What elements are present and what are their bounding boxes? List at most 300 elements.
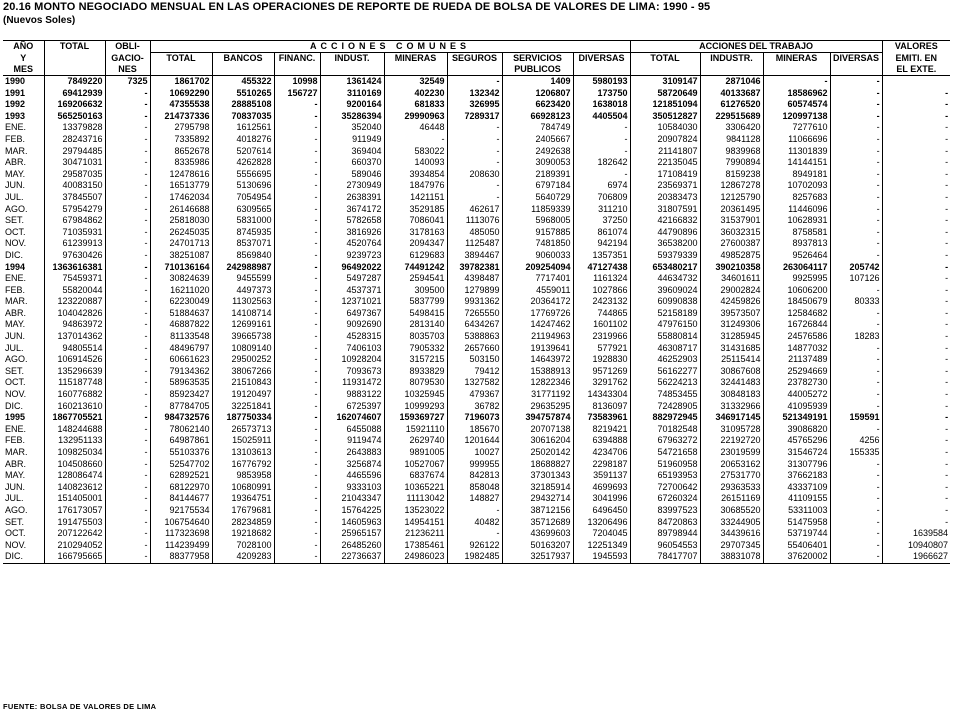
table-cell: 18688827 bbox=[502, 459, 573, 471]
table-cell: 4262828 bbox=[212, 157, 274, 169]
table-cell: 56224213 bbox=[630, 377, 700, 389]
table-cell: 59379339 bbox=[630, 250, 700, 262]
table-cell: 15921110 bbox=[384, 424, 447, 436]
table-cell: 9092690 bbox=[320, 319, 384, 331]
table-cell: 106754640 bbox=[150, 517, 212, 529]
table-cell: 16513779 bbox=[150, 180, 212, 192]
table-cell: 185670 bbox=[447, 424, 502, 436]
table-row-month bbox=[3, 250, 950, 262]
table-cell: 207122642 bbox=[44, 528, 105, 540]
table-cell: ABR. bbox=[3, 308, 44, 320]
table-cell: 744865 bbox=[573, 308, 630, 320]
table-cell: 47976150 bbox=[630, 319, 700, 331]
table-cell: 70837035 bbox=[212, 111, 274, 123]
table-cell: - bbox=[830, 250, 882, 262]
table-cell: 205742 bbox=[830, 262, 882, 274]
table-cell: - bbox=[105, 285, 150, 297]
table-cell: - bbox=[274, 528, 320, 540]
header-comunes-total: TOTAL bbox=[150, 53, 212, 65]
table-row-year bbox=[3, 111, 950, 123]
table-cell: 26151169 bbox=[700, 493, 763, 505]
table-cell: - bbox=[105, 146, 150, 158]
table-cell: 32251841 bbox=[212, 401, 274, 413]
table-cell: 583022 bbox=[384, 146, 447, 158]
table-cell: 33244905 bbox=[700, 517, 763, 529]
table-cell: 9925995 bbox=[763, 273, 830, 285]
table-cell: 61239913 bbox=[44, 238, 105, 250]
table-cell: 18586962 bbox=[763, 88, 830, 100]
table-cell: - bbox=[945, 516, 949, 527]
table-cell: - bbox=[105, 505, 150, 517]
table-cell: 1113076 bbox=[447, 215, 502, 227]
table-cell: 52547702 bbox=[150, 459, 212, 471]
table-cell: ENE. bbox=[3, 424, 44, 436]
table-cell: 26146688 bbox=[150, 204, 212, 216]
table-cell: 4497373 bbox=[212, 285, 274, 297]
table-cell: - bbox=[274, 377, 320, 389]
table-cell: 20361495 bbox=[700, 204, 763, 216]
table-cell: 11931472 bbox=[320, 377, 384, 389]
table-cell: 1994 bbox=[3, 262, 44, 274]
table-cell: 942194 bbox=[573, 238, 630, 250]
table-cell: 9931362 bbox=[447, 296, 502, 308]
table-cell: 23782730 bbox=[763, 377, 830, 389]
table-cell: 14643972 bbox=[502, 354, 573, 366]
table-cell: 2319966 bbox=[573, 331, 630, 343]
table-cell: 29363533 bbox=[700, 482, 763, 494]
table-cell: - bbox=[945, 331, 949, 342]
table-cell: - bbox=[830, 285, 882, 297]
table-cell: - bbox=[105, 238, 150, 250]
table-cell: - bbox=[105, 459, 150, 471]
table-row-month bbox=[3, 204, 950, 216]
table-cell: - bbox=[830, 157, 882, 169]
table-cell: 9841128 bbox=[700, 134, 763, 146]
table-cell: 55103376 bbox=[150, 447, 212, 459]
table-body bbox=[3, 76, 950, 564]
table-cell: 20653162 bbox=[700, 459, 763, 471]
table-cell: 1982485 bbox=[447, 551, 502, 563]
table-cell: - bbox=[274, 169, 320, 181]
table-cell: 2492638 bbox=[502, 146, 573, 158]
table-cell: - bbox=[105, 493, 150, 505]
table-cell: 62892521 bbox=[150, 470, 212, 482]
table-cell: 4234706 bbox=[573, 447, 630, 459]
table-cell: 22135045 bbox=[630, 157, 700, 169]
table-cell: - bbox=[274, 192, 320, 204]
table-cell: 842813 bbox=[447, 470, 502, 482]
table-cell: 14605963 bbox=[320, 517, 384, 529]
table-cell: 43699603 bbox=[502, 528, 573, 540]
table-cell: 479367 bbox=[447, 389, 502, 401]
table-cell: 78417707 bbox=[630, 551, 700, 563]
table-cell: 21043347 bbox=[320, 493, 384, 505]
table-cell: 5510265 bbox=[212, 88, 274, 100]
table-cell: 14108714 bbox=[212, 308, 274, 320]
table-cell: - bbox=[945, 99, 949, 110]
table-cell: 160776882 bbox=[44, 389, 105, 401]
table-cell: 97630426 bbox=[44, 250, 105, 262]
table-cell: 3041996 bbox=[573, 493, 630, 505]
table-cell: 8949181 bbox=[763, 169, 830, 181]
table-cell: 23569371 bbox=[630, 180, 700, 192]
table-cell: 1206807 bbox=[502, 88, 573, 100]
table-cell: - bbox=[274, 412, 320, 424]
table-cell: 8569840 bbox=[212, 250, 274, 262]
table-cell: 51475958 bbox=[763, 517, 830, 529]
table-cell: 16211020 bbox=[150, 285, 212, 297]
table-cell: 17462034 bbox=[150, 192, 212, 204]
table-cell: - bbox=[945, 122, 949, 133]
table-cell: 79134362 bbox=[150, 366, 212, 378]
table-cell: 10692290 bbox=[150, 88, 212, 100]
table-cell: 2629740 bbox=[384, 435, 447, 447]
table-cell: - bbox=[945, 110, 949, 121]
table-cell: - bbox=[274, 470, 320, 482]
table-cell: 60574574 bbox=[763, 99, 830, 111]
table-cell: MAR. bbox=[3, 146, 44, 158]
table-cell: 4559011 bbox=[502, 285, 573, 297]
table-cell: - bbox=[105, 273, 150, 285]
table-row-year bbox=[3, 76, 950, 88]
table-cell: 5640729 bbox=[502, 192, 573, 204]
table-cell: 1027866 bbox=[573, 285, 630, 297]
table-cell: 11301839 bbox=[763, 146, 830, 158]
table-cell: 106914526 bbox=[44, 354, 105, 366]
table-cell: 16776792 bbox=[212, 459, 274, 471]
table-cell: 148827 bbox=[447, 493, 502, 505]
header-total: TOTAL bbox=[44, 41, 105, 53]
table-cell: 120997138 bbox=[763, 111, 830, 123]
table-cell: 242988987 bbox=[212, 262, 274, 274]
table-cell: 660370 bbox=[320, 157, 384, 169]
table-cell: - bbox=[945, 354, 949, 365]
table-cell: - bbox=[274, 505, 320, 517]
table-cell: 1945593 bbox=[573, 551, 630, 563]
table-cell: 31546724 bbox=[763, 447, 830, 459]
table-cell: 2730949 bbox=[320, 180, 384, 192]
table-cell: - bbox=[105, 435, 150, 447]
table-cell: - bbox=[274, 540, 320, 552]
table-cell: 5498415 bbox=[384, 308, 447, 320]
table-cell: ABR. bbox=[3, 459, 44, 471]
header-trabajo-total: TOTAL bbox=[630, 53, 700, 65]
table-cell: 109825034 bbox=[44, 447, 105, 459]
table-row-month bbox=[3, 134, 950, 146]
table-cell: - bbox=[945, 203, 949, 214]
table-cell: 1966627 bbox=[882, 551, 950, 563]
table-cell: 32441483 bbox=[700, 377, 763, 389]
table-cell: - bbox=[945, 284, 949, 295]
table-row-month bbox=[3, 517, 950, 529]
table-cell: - bbox=[830, 459, 882, 471]
table-cell: 44005272 bbox=[763, 389, 830, 401]
table-cell: 148244688 bbox=[44, 424, 105, 436]
table-cell: MAR. bbox=[3, 447, 44, 459]
table-cell: 17679681 bbox=[212, 505, 274, 517]
table-cell: 23019599 bbox=[700, 447, 763, 459]
table-cell: 8758581 bbox=[763, 227, 830, 239]
table-row-month bbox=[3, 470, 950, 482]
table-cell: 10809140 bbox=[212, 343, 274, 355]
table-cell: - bbox=[105, 482, 150, 494]
table-row-month bbox=[3, 285, 950, 297]
table-row-month bbox=[3, 505, 950, 517]
table-cell: - bbox=[274, 319, 320, 331]
table-cell: - bbox=[105, 111, 150, 123]
table-cell: 65193953 bbox=[630, 470, 700, 482]
table-cell: 151405001 bbox=[44, 493, 105, 505]
table-cell: 503150 bbox=[447, 354, 502, 366]
table-cell: - bbox=[945, 447, 949, 457]
table-cell: - bbox=[945, 145, 949, 156]
header-mes: MES bbox=[3, 64, 44, 76]
table-cell: - bbox=[830, 88, 882, 100]
table-cell: 31537901 bbox=[700, 215, 763, 227]
table-cell: 2094347 bbox=[384, 238, 447, 250]
table-cell: 96054553 bbox=[630, 540, 700, 552]
table-cell: - bbox=[274, 227, 320, 239]
table-cell: 84720863 bbox=[630, 517, 700, 529]
table-cell: - bbox=[945, 342, 949, 353]
table-row-month bbox=[3, 493, 950, 505]
table-cell: 7335892 bbox=[150, 134, 212, 146]
table-cell: - bbox=[830, 308, 882, 320]
table-cell: 15764225 bbox=[320, 505, 384, 517]
table-cell: - bbox=[447, 180, 502, 192]
table-cell: 29500252 bbox=[212, 354, 274, 366]
table-cell: 66928123 bbox=[502, 111, 573, 123]
table-cell: 37845507 bbox=[44, 192, 105, 204]
table-cell: 31285945 bbox=[700, 331, 763, 343]
table-cell: 135296639 bbox=[44, 366, 105, 378]
table-cell: 9853958 bbox=[212, 470, 274, 482]
table-cell: 521349191 bbox=[763, 412, 830, 424]
table-cell: 1991 bbox=[3, 88, 44, 100]
table-row-month bbox=[3, 296, 950, 308]
table-cell: 41095939 bbox=[763, 401, 830, 413]
table-cell: 57954279 bbox=[44, 204, 105, 216]
table-cell: 155335 bbox=[830, 447, 882, 459]
table-cell: 5782658 bbox=[320, 215, 384, 227]
table-cell: 46252903 bbox=[630, 354, 700, 366]
table-cell: 3256874 bbox=[320, 459, 384, 471]
table-cell: 17385461 bbox=[384, 540, 447, 552]
table-cell: MAY. bbox=[3, 169, 44, 181]
table-row-month bbox=[3, 435, 950, 447]
table-cell: 999955 bbox=[447, 459, 502, 471]
table-cell: - bbox=[274, 146, 320, 158]
table-cell: - bbox=[105, 377, 150, 389]
table-cell: 54721658 bbox=[630, 447, 700, 459]
table-cell: 14954151 bbox=[384, 517, 447, 529]
table-cell: - bbox=[274, 215, 320, 227]
table-cell: 89798944 bbox=[630, 528, 700, 540]
table-cell: 140093 bbox=[384, 157, 447, 169]
table-cell: 11066696 bbox=[763, 134, 830, 146]
table-cell: 1928830 bbox=[573, 354, 630, 366]
table-cell: 5968005 bbox=[502, 215, 573, 227]
table-row-month bbox=[3, 180, 950, 192]
table-cell: - bbox=[105, 366, 150, 378]
table-cell: 11446096 bbox=[763, 204, 830, 216]
table-cell: 25965157 bbox=[320, 528, 384, 540]
table-cell: 88377958 bbox=[150, 551, 212, 563]
table-cell: 1612561 bbox=[212, 122, 274, 134]
table-cell: 1847976 bbox=[384, 180, 447, 192]
table-cell: MAY. bbox=[3, 470, 44, 482]
table-cell: 26245035 bbox=[150, 227, 212, 239]
table-cell: - bbox=[945, 87, 949, 98]
table-cell: 19120497 bbox=[212, 389, 274, 401]
table-row-month bbox=[3, 215, 950, 227]
header-mineras: MINERAS bbox=[384, 53, 447, 65]
table-cell: 3934854 bbox=[384, 169, 447, 181]
table-cell: - bbox=[105, 528, 150, 540]
table-cell: 24701713 bbox=[150, 238, 212, 250]
table-cell: 58963535 bbox=[150, 377, 212, 389]
table-cell: 73583961 bbox=[573, 412, 630, 424]
table-cell: - bbox=[274, 354, 320, 366]
table-cell: 37620002 bbox=[763, 551, 830, 563]
table-cell: 79412 bbox=[447, 366, 502, 378]
table-cell: 16726844 bbox=[763, 319, 830, 331]
table-cell: 1363616381 bbox=[44, 262, 105, 274]
table-cell: 121851094 bbox=[630, 99, 700, 111]
table-cell: - bbox=[830, 482, 882, 494]
table-cell: - bbox=[105, 204, 150, 216]
table-cell: 8035703 bbox=[384, 331, 447, 343]
table-cell: 53311003 bbox=[763, 505, 830, 517]
table-cell: 9571269 bbox=[573, 366, 630, 378]
table-cell: - bbox=[274, 180, 320, 192]
table-cell: 3109147 bbox=[630, 76, 700, 88]
table-cell: - bbox=[945, 249, 949, 260]
table-cell: 21141807 bbox=[630, 146, 700, 158]
table-cell: 41109155 bbox=[763, 493, 830, 505]
table-row-month bbox=[3, 447, 950, 459]
table-cell: 36782 bbox=[447, 401, 502, 413]
table-row-month bbox=[3, 146, 950, 158]
table-cell: - bbox=[830, 134, 882, 146]
table-cell: 926122 bbox=[447, 540, 502, 552]
table-cell: NOV. bbox=[3, 540, 44, 552]
table-cell: - bbox=[105, 470, 150, 482]
table-cell: - bbox=[274, 331, 320, 343]
table-cell: DIC. bbox=[3, 401, 44, 413]
table-cell: 32185914 bbox=[502, 482, 573, 494]
table-cell: 30848183 bbox=[700, 389, 763, 401]
table-cell: 455322 bbox=[212, 76, 274, 88]
table-cell: - bbox=[830, 505, 882, 517]
table-cell: - bbox=[274, 250, 320, 262]
table-cell: 18450679 bbox=[763, 296, 830, 308]
table-cell: 60990838 bbox=[630, 296, 700, 308]
table-cell: 34439616 bbox=[700, 528, 763, 540]
table-cell: - bbox=[763, 76, 830, 88]
table-cell: - bbox=[105, 308, 150, 320]
table-cell: 26573713 bbox=[212, 424, 274, 436]
table-cell: - bbox=[274, 493, 320, 505]
table-cell: 30867608 bbox=[700, 366, 763, 378]
table-cell: 31095728 bbox=[700, 424, 763, 436]
table-cell: 7406103 bbox=[320, 343, 384, 355]
table-cell: 12478616 bbox=[150, 169, 212, 181]
table-cell: 30616204 bbox=[502, 435, 573, 447]
table-cell: 61276520 bbox=[700, 99, 763, 111]
table-cell: 35712689 bbox=[502, 517, 573, 529]
table-row-month bbox=[3, 319, 950, 331]
table-cell: 3090053 bbox=[502, 157, 573, 169]
table-cell: - bbox=[105, 551, 150, 563]
table-cell: 9060033 bbox=[502, 250, 573, 262]
table-cell: - bbox=[105, 424, 150, 436]
table-cell: - bbox=[573, 122, 630, 134]
table-cell: 92175534 bbox=[150, 505, 212, 517]
table-cell: 1161324 bbox=[573, 273, 630, 285]
table-cell: FEB. bbox=[3, 285, 44, 297]
table-cell: 1992 bbox=[3, 99, 44, 111]
table-cell: 7849220 bbox=[44, 76, 105, 88]
header-industr: INDUSTR. bbox=[700, 53, 763, 65]
table-cell: 12251349 bbox=[573, 540, 630, 552]
table-cell: 2638391 bbox=[320, 192, 384, 204]
table-cell: 9891005 bbox=[384, 447, 447, 459]
table-cell: 1409 bbox=[502, 76, 573, 88]
table-row-month bbox=[3, 238, 950, 250]
table-cell: - bbox=[945, 470, 949, 481]
table-cell: 12822346 bbox=[502, 377, 573, 389]
table-cell: 10527067 bbox=[384, 459, 447, 471]
table-cell: 31431685 bbox=[700, 343, 763, 355]
table-cell: 32517937 bbox=[502, 551, 573, 563]
table-cell: - bbox=[830, 540, 882, 552]
table-cell: 27531770 bbox=[700, 470, 763, 482]
table-cell: - bbox=[945, 365, 949, 376]
table-cell: 8933829 bbox=[384, 366, 447, 378]
table-cell: 42459826 bbox=[700, 296, 763, 308]
table-cell: 32549 bbox=[384, 76, 447, 88]
table-cell: 1601102 bbox=[573, 319, 630, 331]
table-cell: 8537071 bbox=[212, 238, 274, 250]
table-row-month bbox=[3, 192, 950, 204]
table-cell: JUL. bbox=[3, 343, 44, 355]
table-cell: MAY. bbox=[3, 319, 44, 331]
table-cell: 96492022 bbox=[320, 262, 384, 274]
table-cell: - bbox=[274, 343, 320, 355]
table-cell: 75459371 bbox=[44, 273, 105, 285]
table-row-month bbox=[3, 482, 950, 494]
table-cell: 13523022 bbox=[384, 505, 447, 517]
table-cell: 1125487 bbox=[447, 238, 502, 250]
table-subtitle: (Nuevos Soles) bbox=[3, 15, 76, 26]
table-cell: 9526464 bbox=[763, 250, 830, 262]
table-cell: - bbox=[830, 470, 882, 482]
table-cell: 6623420 bbox=[502, 99, 573, 111]
table-cell: 29432714 bbox=[502, 493, 573, 505]
table-cell: 1995 bbox=[3, 412, 44, 424]
table-cell: - bbox=[945, 493, 949, 504]
table-cell: 25818030 bbox=[150, 215, 212, 227]
table-cell: 46887822 bbox=[150, 319, 212, 331]
table-cell: 681833 bbox=[384, 99, 447, 111]
table-cell: - bbox=[573, 134, 630, 146]
table-cell: 7717401 bbox=[502, 273, 573, 285]
table-cell: 19139641 bbox=[502, 343, 573, 355]
table-cell: 10680991 bbox=[212, 482, 274, 494]
table-cell: SET. bbox=[3, 517, 44, 529]
table-cell: 394757874 bbox=[502, 412, 573, 424]
